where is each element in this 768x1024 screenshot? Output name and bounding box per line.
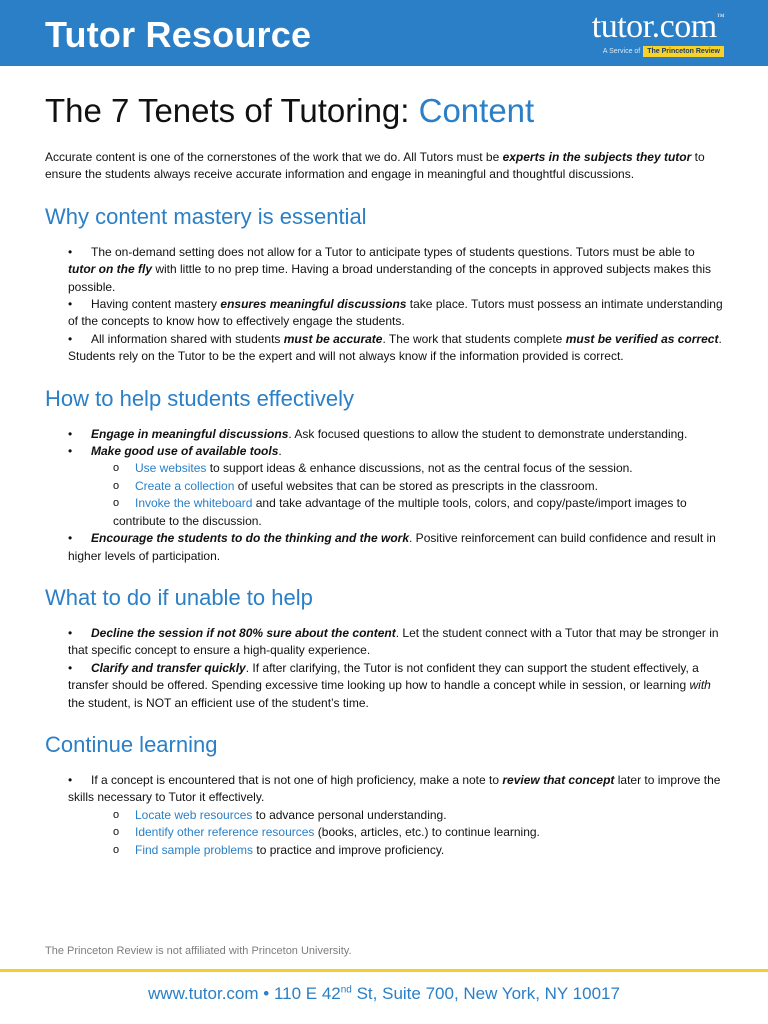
bullet-icon: • xyxy=(68,531,73,546)
section-heading: Why content mastery is essential xyxy=(45,203,367,229)
header-bar xyxy=(0,0,768,66)
list-item: • The on-demand setting does not allow for a Tutor to anticipate types of students questions. Tutors must be able to tutor on the fly with little to no prep time. Having a broad understanding of the concepts in approved subjects makes this possible. xyxy=(68,244,711,294)
list-item: • Clarify and transfer quickly. If after clarifying, the Tutor is not confident they can support the student effectively, a transfer should be offered. Spending excessive time looking up how to handle a concept while in session, or learning with the student, is NOT an efficient use of the student’s time. xyxy=(68,660,711,710)
sub-bullet-icon: o xyxy=(113,479,120,492)
sub-bullet-icon: o xyxy=(113,826,120,839)
link-locate-web-resources[interactable]: Locate web resources xyxy=(135,807,253,822)
link-identify-reference-resources[interactable]: Identify other reference resources xyxy=(135,825,315,840)
document-body xyxy=(45,149,725,879)
sub-bullet-icon: o xyxy=(113,462,120,475)
sub-list-item: o Use websites to support ideas & enhance discussions, not as the central focus of the session. xyxy=(45,460,725,477)
list-item: • Make good use of available tools. xyxy=(45,443,725,460)
section-unable-to-help xyxy=(45,585,725,712)
list-item: • If a concept is encountered that is not one of high proficiency, make a note to review that concept later to improve the skills necessary to Tutor it effectively. xyxy=(68,772,721,805)
section-heading: Continue learning xyxy=(45,731,218,757)
bullet-icon: • xyxy=(68,444,73,459)
brand-sub-prefix: A Service of xyxy=(602,48,641,55)
bullet-icon: • xyxy=(68,426,73,441)
section-help-effectively xyxy=(45,386,725,565)
bullet-icon: • xyxy=(68,625,73,640)
brand-logo-text: tutor.com xyxy=(591,8,717,45)
footer-address xyxy=(0,984,768,1004)
link-find-sample-problems[interactable]: Find sample problems xyxy=(135,842,254,857)
sub-list-item: o Create a collection of useful websites that can be stored as prescripts in the classroom. xyxy=(45,478,725,495)
list-item: • Encourage the students to do the thinking and the work. Positive reinforcement can build confidence and result in higher levels of participation. xyxy=(68,531,716,563)
list-item: • All information shared with students must be accurate. The work that students complete must be verified as correct. Students rely on the Tutor to be the expert and will not always know if the information provided is correct. xyxy=(68,331,722,364)
page-title-accent: Content xyxy=(418,92,535,129)
section-heading: How to help students effectively xyxy=(45,385,354,411)
section-continue-learning xyxy=(45,732,725,859)
sub-list-item: o Find sample problems to practice and improve proficiency. xyxy=(45,842,725,859)
brand-tm: ™ xyxy=(716,12,724,21)
intro-text-2: to ensure the students always receive accurate information and engage in meaningful and thoughtful discussions. xyxy=(45,150,705,182)
list-item: • Decline the session if not 80% sure about the content. Let the student connect with a Tutor that may be stronger in that specific concept to ensure a high-quality experience. xyxy=(68,625,719,658)
sub-bullet-icon: o xyxy=(113,497,120,510)
intro-paragraph xyxy=(45,149,725,184)
list-item: • Engage in meaningful discussions. Ask focused questions to allow the student to demonstrate understanding. xyxy=(45,426,725,443)
bullet-icon: • xyxy=(68,660,73,675)
link-invoke-whiteboard[interactable]: Invoke the whiteboard xyxy=(135,496,253,511)
page-title xyxy=(45,92,534,130)
sub-list-item: o Identify other reference resources (books, articles, etc.) to continue learning. xyxy=(45,824,725,841)
section-heading: What to do if unable to help xyxy=(45,584,313,610)
sub-list-item: o Invoke the whiteboard and take advantage of the multiple tools, colors, and copy/paste/import images to contribute to the discussion. xyxy=(113,496,687,528)
header-title: Tutor Resource xyxy=(45,14,312,55)
brand-logo[interactable] xyxy=(554,8,724,60)
link-create-collection[interactable]: Create a collection xyxy=(135,478,235,493)
sub-bullet-icon: o xyxy=(113,843,120,856)
footer-disclaimer: The Princeton Review is not affiliated with Princeton University. xyxy=(45,945,352,957)
footer-divider xyxy=(0,969,768,972)
bullet-icon: • xyxy=(68,772,73,787)
intro-emphasis: experts in the subjects they tutor xyxy=(502,150,692,164)
intro-text-1: Accurate content is one of the cornerstones of the work that we do. All Tutors must be xyxy=(45,150,503,164)
brand-sub-bar: The Princeton Review xyxy=(643,46,724,57)
bullet-icon: • xyxy=(68,331,73,346)
footer-address-suffix: St, Suite 700, New York, NY 10017 xyxy=(351,984,620,1003)
section-content-mastery xyxy=(45,204,725,366)
sub-list-item: o Locate web resources to advance personal understanding. xyxy=(45,807,725,824)
bullet-icon: • xyxy=(68,297,73,312)
link-use-websites[interactable]: Use websites xyxy=(135,461,207,476)
bullet-icon: • xyxy=(68,244,73,259)
footer-address-sup: nd xyxy=(340,984,352,996)
brand-subline xyxy=(603,46,724,57)
footer-address-prefix: www.tutor.com • 110 E 42 xyxy=(148,984,341,1003)
list-item: • Having content mastery ensures meaningful discussions take place. Tutors must possess an intimate understanding of the concepts to know how to effectively engage the students. xyxy=(68,297,723,329)
page-title-prefix: The 7 Tenets of Tutoring: xyxy=(45,92,419,129)
sub-bullet-icon: o xyxy=(113,808,120,821)
